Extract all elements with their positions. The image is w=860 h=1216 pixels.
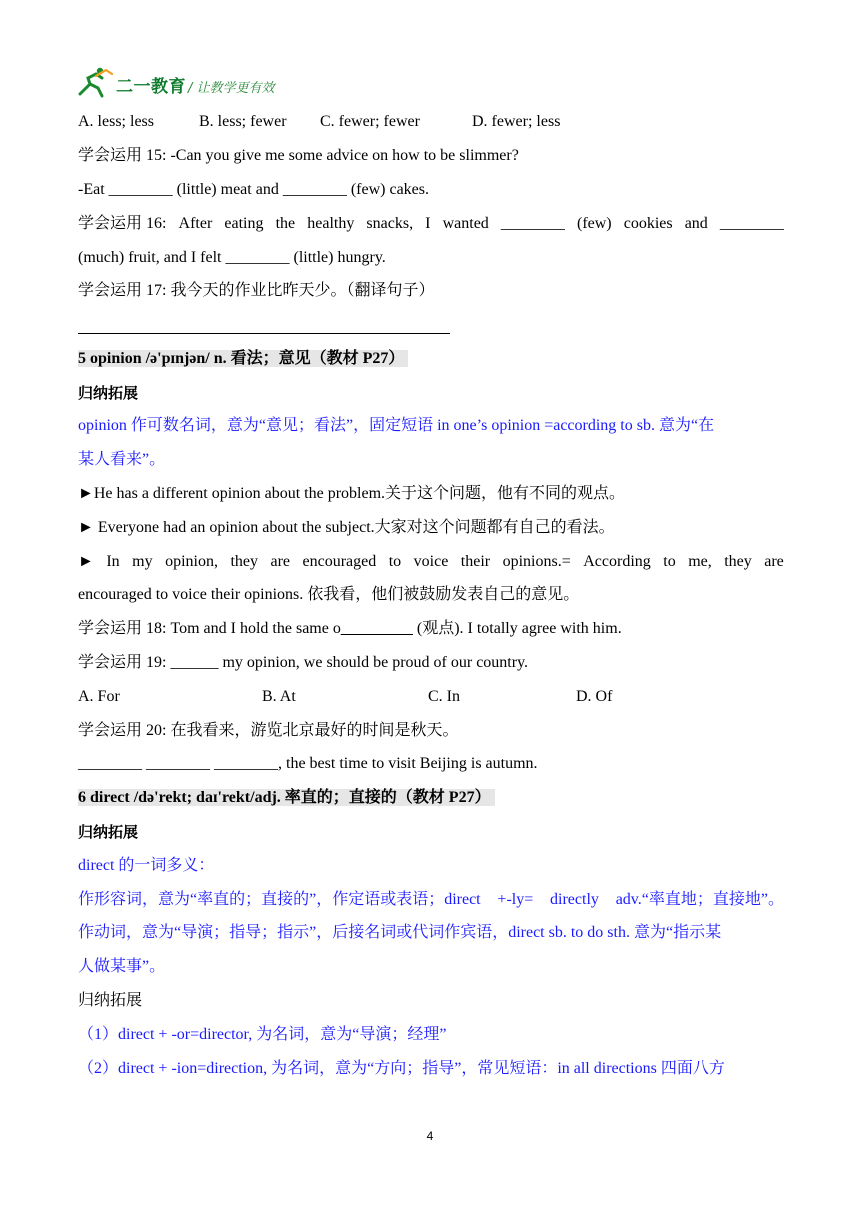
example-sentence-1: ►He has a different opinion about the problem.关于这个问题，他有不同的观点。 — [78, 485, 626, 502]
word: opinion, — [165, 553, 218, 570]
exercise-19: 学会运用 19: ______ my opinion, we should be proud of our country. — [78, 654, 529, 671]
word: voice — [413, 553, 449, 570]
option-a: A. less; less — [78, 113, 154, 130]
exercise-15-answer: -Eat ________ (little) meat and ________ (few) cakes. — [78, 181, 429, 198]
section-6-title-text: 6 direct /də'rekt; daɪ'rekt/adj. 率直的；直接的（教材 P27） — [78, 789, 495, 806]
section-6-item-1: （1）direct + -or=director, 为名词，意为“导演；经理” — [78, 1026, 447, 1043]
word: to — [663, 553, 676, 570]
word: me, — [688, 553, 712, 570]
exercise-16-line-1 — [78, 214, 784, 234]
word: they — [724, 553, 752, 570]
word: eating — [224, 215, 264, 232]
options-row-b — [78, 687, 784, 707]
section-5-title — [78, 349, 408, 369]
section-6-intro: direct 的一词多义： — [78, 857, 215, 874]
section-6-subheading: 归纳拓展 — [78, 823, 139, 841]
section-5-paragraph-line-2: 某人看来”。 — [78, 451, 166, 468]
section-5-subheading: 归纳拓展 — [78, 384, 139, 402]
word: their — [460, 553, 491, 570]
option-b: B. At — [262, 688, 296, 705]
word: According — [583, 553, 651, 570]
text-segment: +-ly= — [497, 891, 534, 908]
word: snacks, — [366, 215, 414, 232]
option-c: C. In — [428, 688, 460, 705]
example-sentence-3-line-2: encouraged to voice their opinions. 依我看，他们被鼓励发表自己的意见。 — [78, 586, 580, 603]
answer-blank: ________ — [500, 215, 565, 232]
section-6-title — [78, 788, 495, 808]
word: encouraged — [302, 553, 377, 570]
word: they — [230, 553, 258, 570]
option-d: D. Of — [576, 688, 613, 705]
word: are — [764, 553, 784, 570]
exercise-18-suffix: (观点). I totally agree with him. — [412, 620, 622, 637]
answer-blank: _________ — [340, 620, 413, 637]
runner-logo-icon — [76, 66, 116, 98]
section-6-adjective-usage — [78, 890, 784, 910]
word: In — [106, 553, 120, 570]
section-6-verb-usage-line-1: 作动词，意为“导演；指导；指示”，后接名词或代词作宾语，direct sb. to do sth. 意为“指示某 — [78, 924, 722, 941]
word: opinions.= — [502, 553, 571, 570]
exercise-17: 学会运用 17: 我今天的作业比昨天少。（翻译句子） — [78, 282, 435, 299]
exercise-16-line-2: (much) fruit, and I felt ________ (little) hungry. — [78, 249, 386, 266]
word: healthy — [307, 215, 355, 232]
options-row-a — [78, 112, 784, 132]
bullet-icon: ► — [78, 553, 94, 570]
answer-blank: ________ — [719, 215, 784, 232]
example-sentence-3-line-1 — [78, 552, 784, 572]
answer-line — [78, 333, 450, 334]
option-d: D. fewer; less — [472, 113, 561, 130]
header-slogan: / 让教学更有效 — [188, 81, 275, 96]
word: my — [132, 553, 153, 570]
option-b: B. less; fewer — [199, 113, 287, 130]
page-number: 4 — [426, 1129, 434, 1143]
word: the — [275, 215, 296, 232]
word: and — [684, 215, 708, 232]
example-sentence-2: ► Everyone had an opinion about the subject.大家对这个问题都有自己的看法。 — [78, 519, 615, 536]
word: wanted — [442, 215, 489, 232]
section-6-item-2: （2）direct + -ion=direction, 为名词，意为“方向；指导”，常见短语：in all directions 四面八方 — [78, 1060, 725, 1077]
text-segment: adv.“率直地；直接地”。 — [615, 891, 784, 908]
word: are — [270, 553, 291, 570]
word: cookies — [623, 215, 673, 232]
exercise-18-prefix: 学会运用 18: Tom and I hold the same o — [78, 620, 341, 637]
exercise-20-answer: ________ ________ ________, the best time to visit Beijing is autumn. — [78, 755, 538, 772]
text-segment: directly — [550, 891, 599, 908]
logo-text: 二一教育 — [116, 77, 186, 97]
option-a: A. For — [78, 688, 120, 705]
exercise-18 — [78, 619, 622, 639]
section-6-subheading-2: 归纳拓展 — [78, 992, 143, 1009]
option-c: C. fewer; fewer — [320, 113, 420, 130]
page-header — [76, 66, 396, 100]
word: 学会运用 16: — [78, 215, 167, 232]
exercise-15-question: 学会运用 15: -Can you give me some advice on how to be slimmer? — [78, 147, 519, 164]
section-5-paragraph-line-1: opinion 作可数名词，意为“意见；看法”，固定短语 in one’s opinion =according to sb. 意为“在 — [78, 417, 715, 434]
section-5-title-text: 5 opinion /ə'pɪnjən/ n. 看法；意见（教材 P27） — [78, 350, 408, 367]
word: After — [178, 215, 213, 232]
word: (few) — [576, 215, 612, 232]
word: I — [425, 215, 431, 232]
text-segment: 作形容词，意为“率直的；直接的”，作定语或表语；direct — [78, 891, 481, 908]
word: to — [388, 553, 402, 570]
exercise-20: 学会运用 20: 在我看来，游览北京最好的时间是秋天。 — [78, 722, 459, 739]
section-6-verb-usage-line-2: 人做某事”。 — [78, 958, 166, 975]
